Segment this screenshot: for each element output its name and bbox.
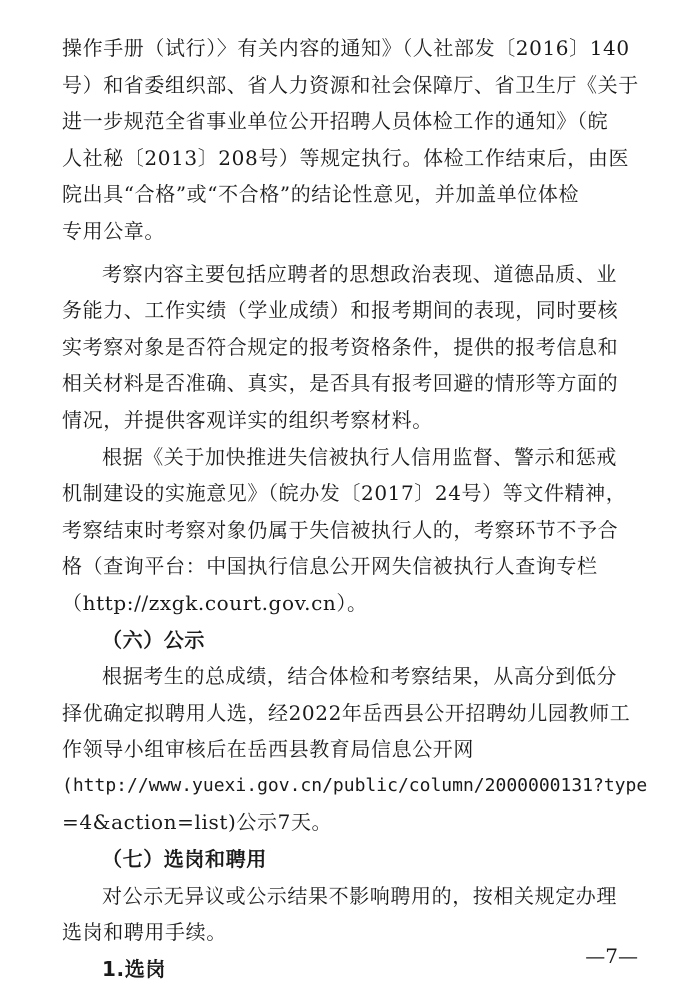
text-line: 人社秘〔2013〕208号）等规定执行。体检工作结束后，由医 xyxy=(62,145,630,170)
text-line: 操作手册（试行）〉有关内容的通知》（人社部发〔2016〕140 xyxy=(62,36,630,60)
document-body xyxy=(62,30,652,987)
text-line: 实考察对象是否符合规定的报考资格条件，提供的报考信息和 xyxy=(62,334,619,359)
text-line: 选岗和聘用手续。 xyxy=(62,920,227,945)
text-line: (http://www.yuexi.gov.cn/public/column/2000000131?type xyxy=(62,774,648,796)
text-line: 务能力、工作实绩（学业成绩）和报考期间的表现，同时要核 xyxy=(62,298,619,323)
text-line: 格（查询平台：中国执行信息公开网失信被执行人查询专栏 xyxy=(62,554,598,579)
text-line: 对公示无异议或公示结果不影响聘用的，按相关规定办理 xyxy=(102,883,617,908)
text-line: 院出具“合格”或“不合格”的结论性意见，并加盖单位体检 xyxy=(62,182,580,207)
text-line: 根据《关于加快推进失信被执行人信用监督、警示和惩戒 xyxy=(102,444,617,469)
text-line: =4&action=list)公示7天。 xyxy=(62,810,333,835)
text-line: 择优确定拟聘用人选，经2022年岳西县公开招聘幼儿园教师工 xyxy=(62,700,631,725)
section-heading-publicity: （六）公示 xyxy=(102,627,205,652)
text-line: 机制建设的实施意见》（皖办发〔2017〕24号）等文件精神， xyxy=(62,481,627,506)
text-line: 专用公章。 xyxy=(62,218,165,243)
text-line: 进一步规范全省事业单位公开招聘人员体检工作的通知》（皖 xyxy=(62,109,609,134)
text-line: （http://zxgk.court.gov.cn）。 xyxy=(62,590,368,615)
text-line: 作领导小组审核后在岳西县教育局信息公开网 xyxy=(62,737,474,762)
text-line: 考察内容主要包括应聘者的思想政治表现、道德品质、业 xyxy=(102,261,617,286)
section-heading-selection: （七）选岗和聘用 xyxy=(102,847,267,872)
text-line: 情况，并提供客观详实的组织考察材料。 xyxy=(62,407,433,432)
subheading-selection: 1.选岗 xyxy=(102,956,166,981)
page-number: —7— xyxy=(585,944,638,968)
text-line: 根据考生的总成绩，结合体检和考察结果，从高分到低分 xyxy=(102,664,617,689)
text-line: 相关材料是否准确、真实，是否具有报考回避的情形等方面的 xyxy=(62,371,619,396)
text-line: 考察结束时考察对象仍属于失信被执行人的，考察环节不予合 xyxy=(62,517,619,542)
text-line: 号）和省委组织部、省人力资源和社会保障厅、省卫生厅《关于 xyxy=(62,72,639,97)
